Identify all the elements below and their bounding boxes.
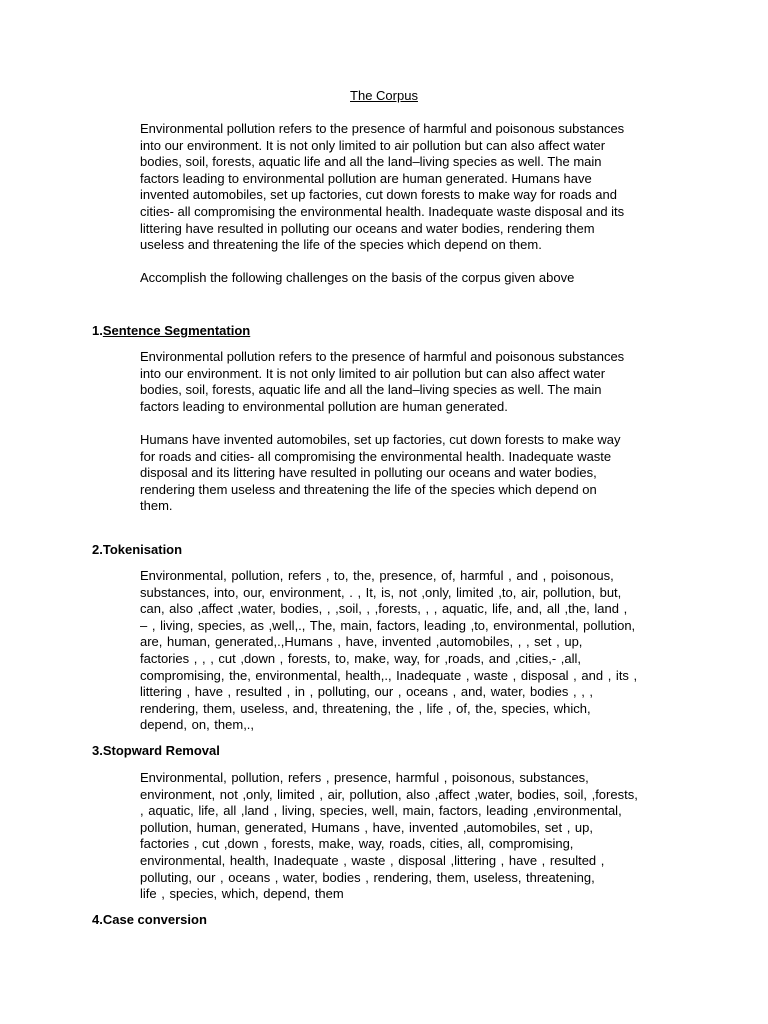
instruction-text: Accomplish the following challenges on the basis of the corpus given above (140, 270, 575, 285)
corpus-paragraph: Environmental pollution refers to the presence of harmful and poisonous substances into our environment. It is not only limited to air pollution but can also affect water bodies, soil, forests, aquatic life and all the land–living species as well. The main factors leading to environmental pollution are human generated. Humans have invented automobiles, set up factories, cut down forests to make way for roads and cities- all compromising the environmental health. Inadequate waste disposal and its littering have resulted in polluting our oceans and water bodies, rendering them useless and threatening the life of the species which depend on them. (140, 121, 625, 253)
segmented-sentences-paragraph-2: Humans have invented automobiles, set up factories, cut down forests to make way for roads and cities- all compromising the environmental health. Inadequate waste disposal and its littering have resulted in polluting our oceans and water bodies, rendering them useless and threatening the life of the species which depend on them. (140, 432, 621, 514)
section-number: 1. (92, 323, 103, 338)
section-title: Tokenisation (102, 542, 183, 557)
section-number: 2. (92, 542, 103, 557)
section-heading-tokenisation (92, 542, 182, 559)
section-number: 4. (92, 912, 103, 927)
section-heading-sentence-segmentation (92, 323, 250, 340)
token-list: Environmental, pollution, refers , to, the, presence, of, harmful , and , poisonous, substances, into, our, environment, . , It, is, not ,only, limited ,to, air, pollution, but, can, also ,affect ,water, bodies, , ,soil, , ,forests, , , aquatic, life, and, all ,the, land , – , living, species, as ,well,., The, main, factors, leading ,to, environmental, pollution, are, human, generated,.,Humans , have, invented ,automobiles, , , set , up, factories , , , cut ,down , forests, to, make, way, for ,roads, and ,cities,- ,all, compromising, the, environmental, health,., Inadequate , waste , disposal , and , its , littering , have , resulted , in , polluting, our , oceans , and, water, bodies , , , rendering, them, useless, and, threatening, the , life , of, the, species, which, depend, on, them,., (140, 568, 638, 733)
section-title: Sentence Segmentation (102, 323, 251, 338)
section-heading-stopword-removal (92, 743, 220, 760)
stopword-filtered-list: Environmental, pollution, refers , presence, harmful , poisonous, substances, environment, not ,only, limited , air, pollution, also ,affect ,water, bodies, soil, ,forests, , aquatic, life, all ,land , living, species, well, main, factors, leading ,environmental, pollution, human, generated, Humans , have, invented ,automobiles, set , up, factories , cut ,down , forests, make, way, roads, cities, all, compromising, environmental, health, Inadequate , waste , disposal ,littering , have , resulted , polluting, our , oceans , water, bodies , rendering, them, useless, threatening, life , species, which, depend, them (140, 770, 638, 902)
page-title: The Corpus (350, 88, 418, 103)
section-title: Case conversion (102, 912, 207, 927)
section-number: 3. (92, 743, 103, 758)
segmented-sentences-paragraph-1: Environmental pollution refers to the presence of harmful and poisonous substances into our environment. It is not only limited to air pollution but can also affect water bodies, soil, forests, aquatic life and all the land–living species as well. The main factors leading to environmental pollution are human generated. (140, 349, 625, 414)
section-title: Stopward Removal (102, 743, 220, 758)
section-heading-case-conversion (92, 912, 207, 929)
